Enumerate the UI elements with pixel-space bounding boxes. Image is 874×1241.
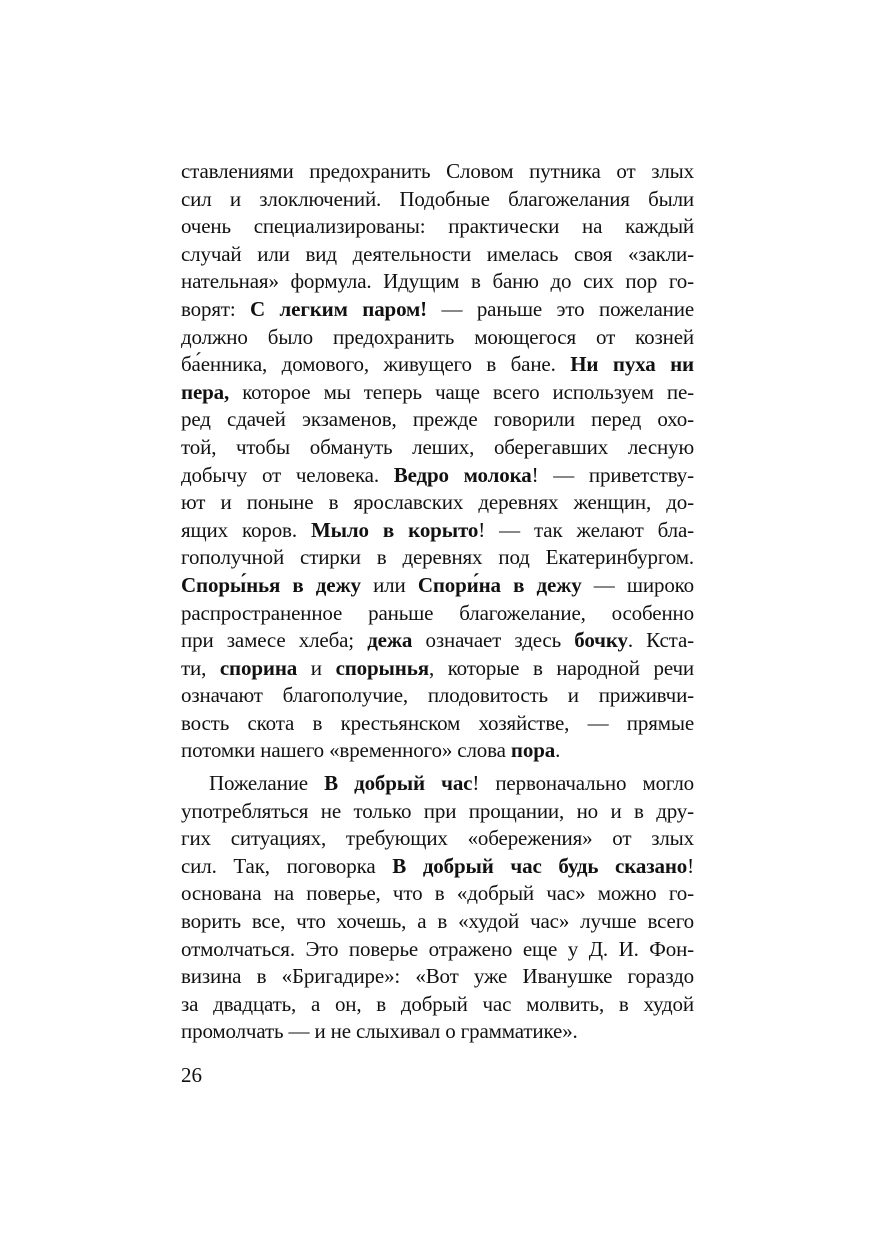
bold-phrase: Споры́нья в дежу <box>181 572 361 597</box>
text-line <box>181 379 694 407</box>
text-run: — широко <box>581 572 694 597</box>
text-line <box>181 908 694 936</box>
text-line <box>181 434 694 462</box>
text-run: означают благополучие, плодовитость и приживчи- <box>181 683 694 708</box>
bold-phrase: дежа <box>367 628 413 653</box>
bold-phrase: бочку <box>574 628 628 653</box>
text-run: ти, <box>181 655 220 680</box>
bold-phrase: спорынья <box>335 655 429 680</box>
text-run: употребляться не только при прощании, но и в дру- <box>181 798 694 823</box>
text-line <box>181 991 694 1019</box>
text-run: должно было предохранить моющегося от козней <box>181 324 694 349</box>
text-run: ! первоначально могло <box>472 771 695 796</box>
text-run: Пожелание <box>209 771 325 796</box>
text-line <box>181 572 694 600</box>
text-run: ! — так желают бла- <box>478 517 694 542</box>
text-line <box>181 462 694 490</box>
text-run: гих ситуациях, требующих «обережения» от злых <box>181 826 694 851</box>
text-line <box>181 406 694 434</box>
text-line <box>181 296 694 324</box>
text-run: ред сдачей экзаменов, прежде говорили перед охо- <box>181 407 694 432</box>
text-line <box>181 737 694 765</box>
text-run: означает здесь <box>412 628 575 653</box>
text-line <box>181 489 694 517</box>
text-run: при замесе хлеба; <box>181 628 368 653</box>
text-line <box>181 517 694 545</box>
text-run: гополучной стирки в деревнях под Екатеринбургом. <box>181 545 694 570</box>
text-line <box>181 825 694 853</box>
bold-phrase: пера, <box>181 379 230 404</box>
text-line <box>181 324 694 352</box>
text-line <box>181 880 694 908</box>
text-line <box>181 158 694 186</box>
bold-phrase: спорина <box>219 655 298 680</box>
text-run: или <box>360 572 418 597</box>
bold-phrase: Мыло в корыто <box>310 517 479 542</box>
text-line <box>181 544 694 572</box>
text-run: сил и злоключений. Подобные благожелания были <box>181 186 694 211</box>
text-run: ют и поныне в ярославских деревнях женщин, до- <box>181 490 694 515</box>
text-run: за двадцать, а он, в добрый час молвить, в худой <box>181 991 694 1016</box>
text-line <box>181 1018 694 1046</box>
bold-phrase: пора <box>510 738 556 763</box>
bold-phrase: В добрый час <box>324 771 473 796</box>
text-run: ставлениями предохранить Словом путника от злых <box>181 159 694 183</box>
text-line <box>181 682 694 710</box>
text-run: , которые в народной речи <box>428 655 694 680</box>
text-run: распространенное раньше благожелание, особенно <box>181 600 694 625</box>
text-run: . <box>555 738 561 763</box>
text-line <box>181 710 694 738</box>
bold-phrase: Спори́на в дежу <box>417 572 582 597</box>
text-run: той, чтобы обмануть леших, оберегавших лесную <box>181 434 694 459</box>
text-run: потомки нашего «временного» слова <box>181 738 511 763</box>
text-run: основана на поверье, что в «добрый час» можно го- <box>181 881 694 906</box>
text-run: и <box>297 655 336 680</box>
text-run: случай или вид деятельности имелась своя «закли- <box>181 241 694 266</box>
text-line <box>181 268 694 296</box>
bold-phrase: В добрый час будь сказано <box>392 853 688 878</box>
text-line <box>181 351 694 379</box>
text-run: визина в «Бригадире»: «Вот уже Иванушке гораздо <box>181 964 694 989</box>
text-line <box>181 936 694 964</box>
text-run: ворят: <box>181 296 251 321</box>
text-line <box>181 963 694 991</box>
text-run: ! <box>687 853 694 878</box>
text-run: добычу от человека. <box>181 462 394 487</box>
text-line <box>181 853 694 881</box>
text-run: ! — приветству- <box>531 462 694 487</box>
bold-phrase: Ни пуха ни <box>570 352 695 377</box>
body-text <box>181 158 694 1046</box>
text-run: промолчать — и не слыхивал о грамматике». <box>181 1019 578 1044</box>
text-run: ворить все, что хочешь, а в «худой час» лучше всего <box>181 909 694 934</box>
text-line <box>181 798 694 826</box>
text-run: сил. Так, поговорка <box>181 853 393 878</box>
text-line <box>181 770 694 798</box>
text-run: — раньше это пожелание <box>427 296 694 321</box>
text-run: нательная» формула. Идущим в баню до сих пор го- <box>181 269 694 294</box>
paragraph <box>181 770 694 1046</box>
page-number: 26 <box>181 1063 202 1087</box>
text-line <box>181 655 694 683</box>
text-line <box>181 600 694 628</box>
text-run: . Кста- <box>627 628 694 653</box>
text-run: очень специализированы: практически на каждый <box>181 214 694 239</box>
text-run: которое мы теперь чаще всего используем пе- <box>229 379 694 404</box>
text-line <box>181 241 694 269</box>
text-run: вость скота в крестьянском хозяйстве, — прямые <box>181 710 694 735</box>
bold-phrase: С легким паром! <box>250 296 428 321</box>
text-line <box>181 213 694 241</box>
text-line <box>181 627 694 655</box>
text-line <box>181 186 694 214</box>
text-run: отмолчаться. Это поверье отражено еще у Д. И. Фон- <box>181 936 694 961</box>
text-run: ба́енника, домового, живущего в бане. <box>181 352 571 377</box>
paragraph <box>181 158 694 765</box>
text-run: ящих коров. <box>181 517 311 542</box>
bold-phrase: Ведро молока <box>393 462 532 487</box>
